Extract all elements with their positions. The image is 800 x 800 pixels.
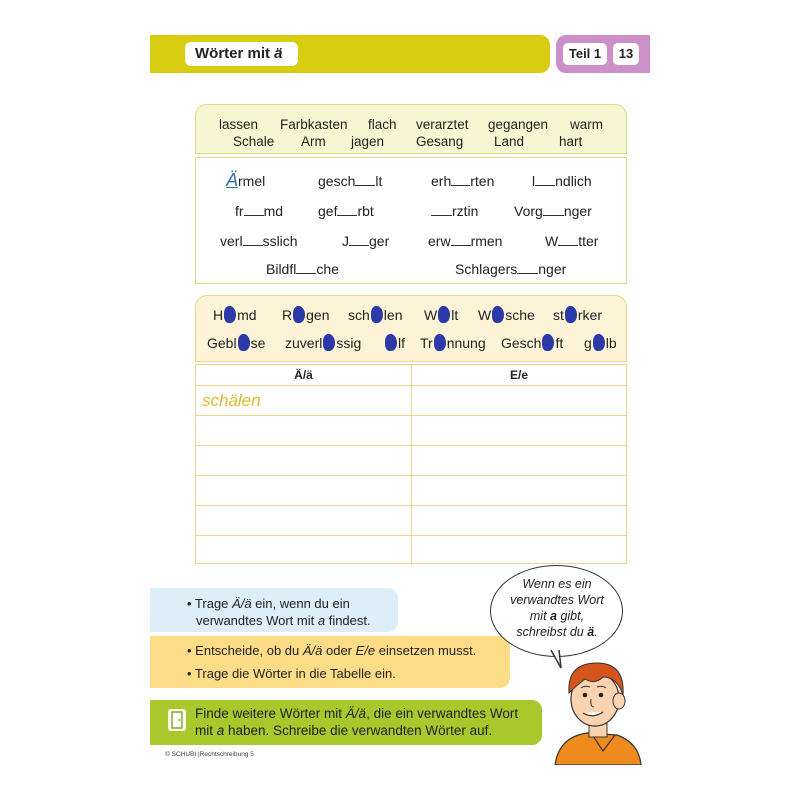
gap-blank[interactable] xyxy=(355,173,375,186)
door-icon xyxy=(168,709,186,731)
instruction-bullet-1: • Trage Ä/ä ein, wenn du ein verwandtes Wort mit a findest. xyxy=(187,596,371,628)
row-divider xyxy=(196,415,626,416)
word-bank-item: Land xyxy=(494,134,525,149)
gap-word: verl sslich xyxy=(220,233,298,249)
ink-blot xyxy=(434,334,446,351)
instruction-bullet-2: • Entscheide, ob du Ä/ä oder E/e einsetzen musst. xyxy=(187,643,477,658)
word-bank-item: flach xyxy=(368,117,397,132)
gap-exercise xyxy=(195,157,627,284)
blotted-word: g lb xyxy=(584,335,617,351)
word-bank-item: lassen xyxy=(219,117,259,132)
gap-word: J ger xyxy=(342,233,390,249)
row-divider xyxy=(196,505,626,506)
footer-credit: © SCHUBI |Rechtschreibung 5 xyxy=(165,751,254,758)
blotted-word: H md xyxy=(213,307,257,323)
column-header: E/e xyxy=(509,368,528,382)
gap-blank[interactable] xyxy=(558,233,578,246)
gap-word: Bildfl che xyxy=(266,261,339,277)
word-bank-item: Gesang xyxy=(416,134,464,149)
blotted-word: zuverl ssig xyxy=(285,335,362,351)
word-bank-item: jagen xyxy=(351,134,385,149)
gap-word: l ndlich xyxy=(532,173,592,189)
word-bank-item: warm xyxy=(570,117,603,132)
word-bank-item: verarztet xyxy=(416,117,469,132)
gap-word: gesch lt xyxy=(318,173,383,189)
ink-blot xyxy=(293,306,305,323)
gap-blank[interactable] xyxy=(451,173,470,186)
gap-blank[interactable] xyxy=(349,233,369,246)
example-letter: Ä xyxy=(226,170,239,190)
speech-bubble-text: Wenn es ein verwandtes Wort mit a gibt, schreibst du ä. xyxy=(510,577,604,639)
ink-blot xyxy=(492,306,504,323)
word-bank-item: Arm xyxy=(301,134,326,149)
word-bank xyxy=(195,104,627,154)
word-bank-item: Schale xyxy=(233,134,275,149)
gap-blank[interactable] xyxy=(244,203,264,216)
gap-blank[interactable] xyxy=(451,233,471,246)
row-divider xyxy=(196,535,626,536)
gap-blank[interactable] xyxy=(431,203,452,216)
gap-blank[interactable] xyxy=(517,261,538,274)
word-bank-item: hart xyxy=(559,134,583,149)
gap-word: W tter xyxy=(545,233,599,249)
blotted-word-bank xyxy=(195,295,627,362)
ink-blot xyxy=(438,306,450,323)
blotted-word: Tr nnung xyxy=(420,335,486,351)
word-bank-item: Farbkasten xyxy=(280,117,348,132)
row-divider xyxy=(196,385,626,386)
gap-word: fr md xyxy=(235,203,284,219)
ink-blot xyxy=(323,334,335,351)
word-bank-item: gegangen xyxy=(488,117,549,132)
ink-blot xyxy=(565,306,577,323)
gap-blank[interactable] xyxy=(535,173,555,186)
instruction-bullet-3: • Trage die Wörter in die Tabelle ein. xyxy=(187,666,396,681)
blotted-word: R gen xyxy=(282,307,330,323)
page-title: Wörter mit ä xyxy=(185,42,298,66)
gap-word: rztin xyxy=(431,203,478,219)
part-label: Teil 1 xyxy=(563,43,607,65)
gap-word: Schlagers nger xyxy=(455,261,567,277)
gap-word: gef rbt xyxy=(318,203,374,219)
blotted-word: st rker xyxy=(553,307,603,323)
ink-blot xyxy=(593,334,605,351)
gap-blank[interactable] xyxy=(243,233,263,246)
gap-word: erw rmen xyxy=(428,233,503,249)
gap-blank[interactable] xyxy=(337,203,357,216)
row-divider xyxy=(196,475,626,476)
blotted-word: W sche xyxy=(478,307,535,323)
page-number: 13 xyxy=(613,43,639,65)
blotted-word: Gesch ft xyxy=(501,335,564,351)
blotted-word: Gebl se xyxy=(207,335,266,351)
gap-word: Ärmel xyxy=(226,170,266,190)
gap-blank[interactable] xyxy=(543,203,564,216)
ink-blot xyxy=(224,306,236,323)
blotted-word: sch len xyxy=(348,307,403,323)
ink-blot xyxy=(238,334,250,351)
ink-blot xyxy=(542,334,554,351)
example-entry: schälen xyxy=(202,391,261,410)
ink-blot xyxy=(371,306,383,323)
boy-illustration xyxy=(545,655,645,765)
row-divider xyxy=(196,445,626,446)
blotted-word: lf xyxy=(384,334,405,351)
column-divider xyxy=(411,365,412,563)
task-text: Finde weitere Wörter mit Ä/ä, die ein verwandtes Wort mit a haben. Schreibe die verwandten Wörter auf. xyxy=(195,706,519,738)
column-header: Ä/ä xyxy=(294,368,313,382)
blotted-word: W lt xyxy=(424,307,459,323)
gap-blank[interactable] xyxy=(296,261,316,274)
ink-blot xyxy=(385,334,397,351)
gap-word: Vorg nger xyxy=(514,203,592,219)
gap-word: erh rten xyxy=(431,173,495,189)
